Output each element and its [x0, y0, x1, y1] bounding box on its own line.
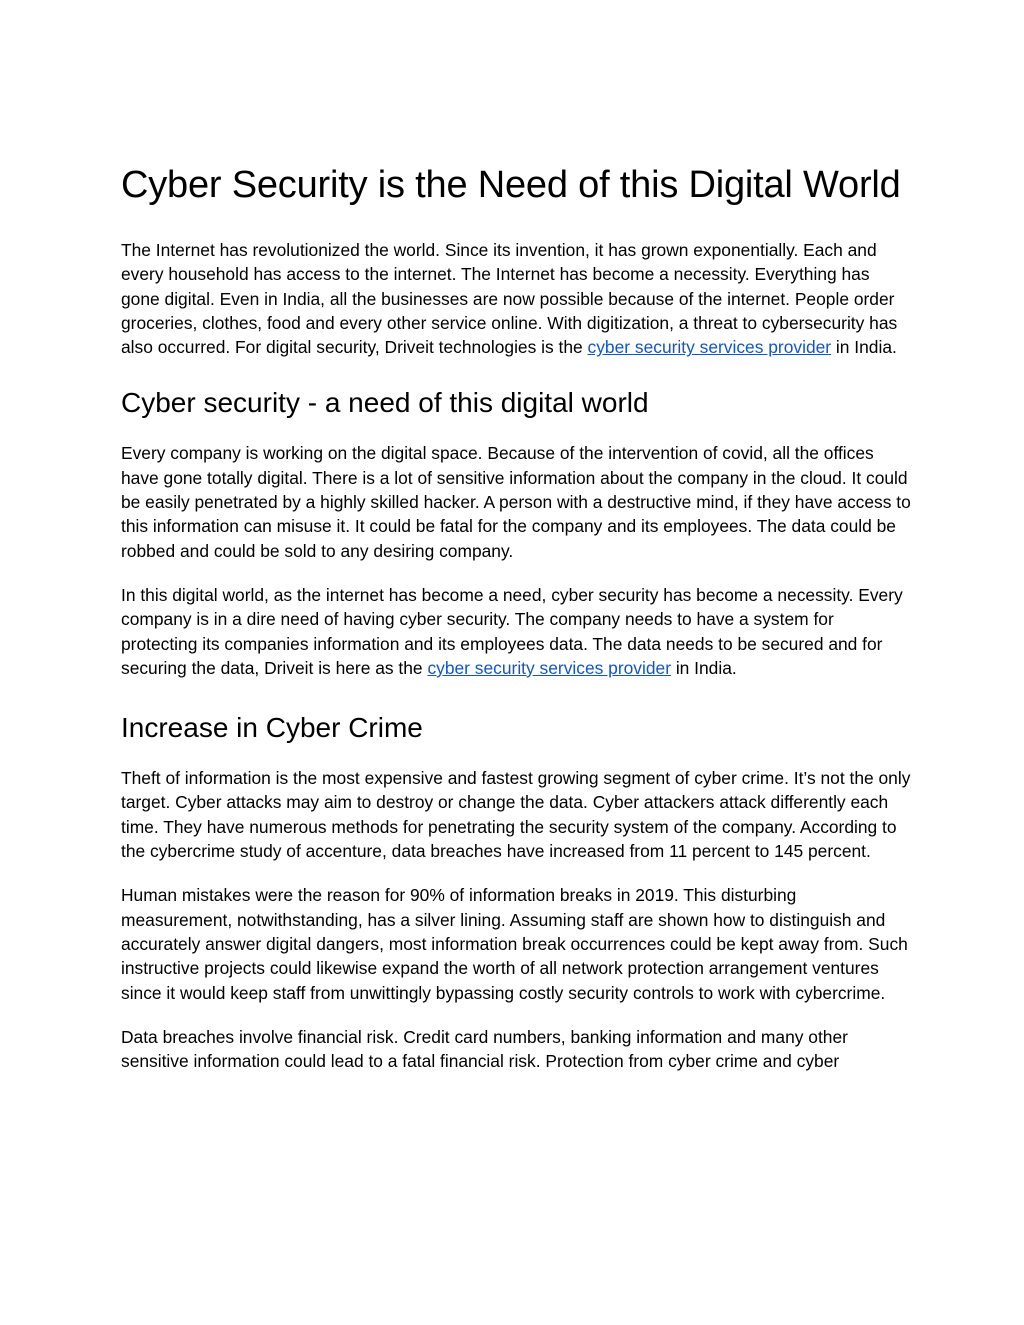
necessity-text: In this digital world, as the internet has become a need, cyber security has become a necessity. Every company is in a dire need of having cyber security. The company needs to have a system for protecting its companies information and its employees data. The data needs to be secured and for securing the data, Driveit is here as the [121, 584, 903, 678]
document-title: Cyber Security is the Need of this Digital World [121, 164, 901, 206]
paragraph-necessity [121, 583, 911, 680]
intro-paragraph [121, 238, 911, 359]
cyber-security-services-link[interactable]: cyber security services provider [587, 337, 832, 358]
paragraph-theft: Theft of information is the most expensive and fastest growing segment of cyber crime. It’s not the only target. Cyber attacks may aim to destroy or change the data. Cyber attackers attack differently each time. They have numerous methods for penetrating the security system of the company. According to the cybercrime study of accenture, data breaches have increased from 11 percent to 145 percent. [121, 768, 911, 862]
paragraph-human-mistakes: Human mistakes were the reason for 90% of information breaks in 2019. This disturbing measurement, notwithstanding, has a silver lining. Assuming staff are shown how to distinguish and accurately answer digital dangers, most information break occurrences could be kept away from. Such instructive projects could likewise expand the worth of all network protection arrangement ventures since it would keep staff from unwittingly bypassing costly security controls to work with cybercrime. [121, 885, 908, 1003]
intro-text-end: in India. [831, 337, 897, 358]
cyber-security-services-link-2[interactable]: cyber security services provider [427, 657, 671, 678]
section-heading-cyber-crime: Increase in Cyber Crime [121, 712, 423, 744]
paragraph-company-digital: Every company is working on the digital space. Because of the intervention of covid, all the offices have gone totally digital. There is a lot of sensitive information about the company in the cloud. It could be easily penetrated by a highly skilled hacker. A person with a destructive mind, if they have access to this information can misuse it. It could be fatal for the company and its employees. The data could be robbed and could be sold to any desiring company. [121, 443, 911, 561]
necessity-text-end: in India. [670, 657, 737, 678]
document-page [121, 158, 911, 1093]
intro-text: The Internet has revolutionized the world. Since its invention, it has grown exponentially. Each and every household has access to the internet. The Internet has become a necessity. Everything has gone digital. Even in India, all the businesses are now possible because of the internet. People order groceries, clothes, food and every other service online. With digitization, a threat to cybersecurity has also occurred. For digital security, Driveit technologies is the [121, 240, 898, 358]
paragraph-financial-risk: Data breaches involve financial risk. Credit card numbers, banking information and many other sensitive information could lead to a fatal financial risk. Protection from cyber crime and cyber [121, 1026, 848, 1072]
section-heading-need: Cyber security - a need of this digital world [121, 387, 649, 419]
